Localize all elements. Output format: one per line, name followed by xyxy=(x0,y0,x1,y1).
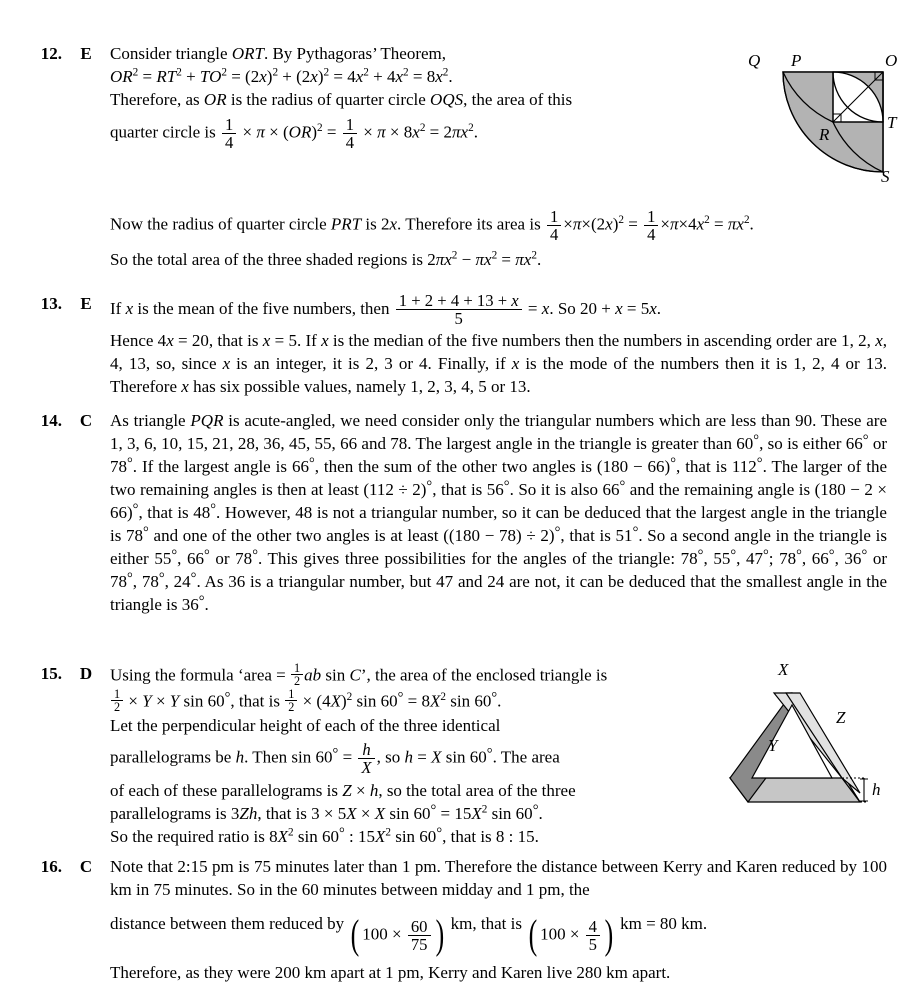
text-line: $\frac{1}{2}$ × Y × Y sin 60°, that is $\frac{1}{2}$ × $(4X)^2$ $\sin 60^\circ = 8X^2$ sin 60°. xyxy=(110,688,735,714)
solution-13 xyxy=(0,292,905,398)
text-line: So the total area of the three shaded regions is $2\pi x^2 - \pi x^2 = \pi x^2$. xyxy=(110,249,542,269)
text-line: Therefore, as they were 200 km apart at 1 pm, Kerry and Karen live 280 km apart. xyxy=(110,963,671,983)
text-line: So the required ratio is $8X^2$ sin 60° : $15X^2$ sin 60°, that is 8 : 15. xyxy=(110,825,539,846)
text-line: parallelograms be h. Then sin 60° = $\frac{h}{X}$ , so h = X sin 60°. The area xyxy=(110,739,560,777)
solution-body xyxy=(110,855,905,984)
text-line: If x is the mean of the five numbers, then $\frac{1 + 2 + 4 + 13 + x}{5}$ = x. So 20 + x = 5x. xyxy=(110,291,662,328)
solution-number: 16. xyxy=(40,857,62,876)
solution-number: 14. xyxy=(40,411,62,430)
text-line: of each of these parallelograms is Z × h, so the total area of the three xyxy=(110,780,576,800)
penrose-triangle-figure xyxy=(712,660,897,815)
figure-label-S: S xyxy=(881,167,890,186)
solution-body xyxy=(110,409,905,616)
figure-label-T: T xyxy=(887,113,897,132)
solution-answer-letter: E xyxy=(80,44,92,63)
solution-number: 13. xyxy=(40,294,62,313)
solution-body xyxy=(110,292,905,398)
figure-label-X: X xyxy=(778,660,789,679)
figure-label-Z: Z xyxy=(836,708,846,727)
text-line: Let the perpendicular height of each of the three identical xyxy=(110,715,501,735)
text-line: parallelograms is 3Zh, that is 3 × 5X × X $\sin 60^\circ = 15X^2$ sin 60°. xyxy=(110,802,543,823)
text-line: quarter circle is $\frac{1}{4}$ × π × (OR)$^2$ = $\frac{1}{4}$ × $\pi \times 8x^2 = 2\pi x^2$. xyxy=(110,115,478,152)
text-line: Note that 2:15 pm is 75 minutes later than 1 pm. Therefore the distance between Kerry and Karen reduced by 100 km in 75 minutes. So in the 60 minutes between midday and 1 pm, the xyxy=(110,857,887,899)
text-line: As triangle PQR is acute-angled, we need consider only the triangular numbers which are less than 90. These are 1, 3, 6, 10, 15, 21, 28, 36, 45, 55, 66 and 78. The largest angle in the triangle is greater than 60°, so is either 66° or 78°. If the largest angle is 66°, then the sum of the other two angles is (180 − 66)°, that is 112°. The larger of the two remaining angles is then at least (112 ÷ 2)°, that is 56°. So it is also 66° and the remaining angle is (180 − 2 × 66)°, that is 48°. However, 48 is not a triangular number, so it can be deduced that the largest angle in the triangle is 78° and one of the other two angles is at least ((180 − 78) ÷ 2)°, that is 51°. So a second angle in the triangle is either 55°, 66° or 78°. This gives three possibilities for the angles of the triangle: 78°, 55°, 47°; 78°, 66°, 36° or 78°, 78°, 24°. As 36 is a triangular number, but 47 and 24 are not, it can be deduced that the smallest angle in the triangle is 36°. xyxy=(110,411,888,614)
text-line: Using the formula ‘area = $\frac{1}{2}$ ab sin C’, the area of the enclosed triangle is xyxy=(110,661,608,689)
figure-label-P: P xyxy=(791,51,802,70)
figure-label-O: O xyxy=(885,51,898,70)
text-line: Now the radius of quarter circle PRT is 2x. Therefore its area is $\frac{1}{4}$ $\times\pi\times(2x)^2$ = $\frac{1}{4}$ $\times\pi\times 4x^2 = \pi x^2$. xyxy=(110,207,754,244)
quarter-circles-figure xyxy=(745,50,905,190)
solution-answer-letter: C xyxy=(79,857,93,876)
text-line: Hence 4x = 20, that is x = 5. If x is the median of the five numbers then the numbers in ascending order are 1, 2, x, 4, 13, so, since x is an integer, it is 2, 3 or 4. Finally, if x is the mode of the numbers then it is 1, 2, 4 or 13. Therefore x has six possible values, namely 1, 2, 3, 4, 5 or 13. xyxy=(110,330,887,396)
solution-answer-letter: D xyxy=(79,664,93,683)
text-line: Consider triangle ORT. By Pythagoras’ Theorem, xyxy=(110,44,447,63)
solution-number: 12. xyxy=(40,44,62,63)
figure-label-h: h xyxy=(872,780,881,799)
solution-14 xyxy=(0,409,905,616)
solution-answer-letter: C xyxy=(79,411,93,430)
text-line: distance between them reduced by ( 100 × $\frac{60}{75}$ ) km, that is ( 100 × $\frac{4}{5}$ ) km = 80 km. xyxy=(110,911,708,958)
solution-12-continued xyxy=(0,208,905,271)
penrose-triangle-svg xyxy=(712,665,897,815)
figure-label-Q: Q xyxy=(748,51,761,70)
solution-16 xyxy=(0,855,905,984)
text-line: $OR^2 = RT^2 + TO^2 = (2x)^2 + (2x)^2 = 4x^2 + 4x^2 = 8x^2$. xyxy=(110,66,453,86)
solution-body-continued xyxy=(110,208,905,271)
figure-label-R: R xyxy=(819,125,830,144)
text-line: Therefore, as OR is the radius of quarter circle OQS, the area of this xyxy=(110,90,573,109)
solution-number: 15. xyxy=(40,664,62,683)
solution-answer-letter: E xyxy=(80,294,92,313)
figure-label-Y: Y xyxy=(768,736,778,755)
